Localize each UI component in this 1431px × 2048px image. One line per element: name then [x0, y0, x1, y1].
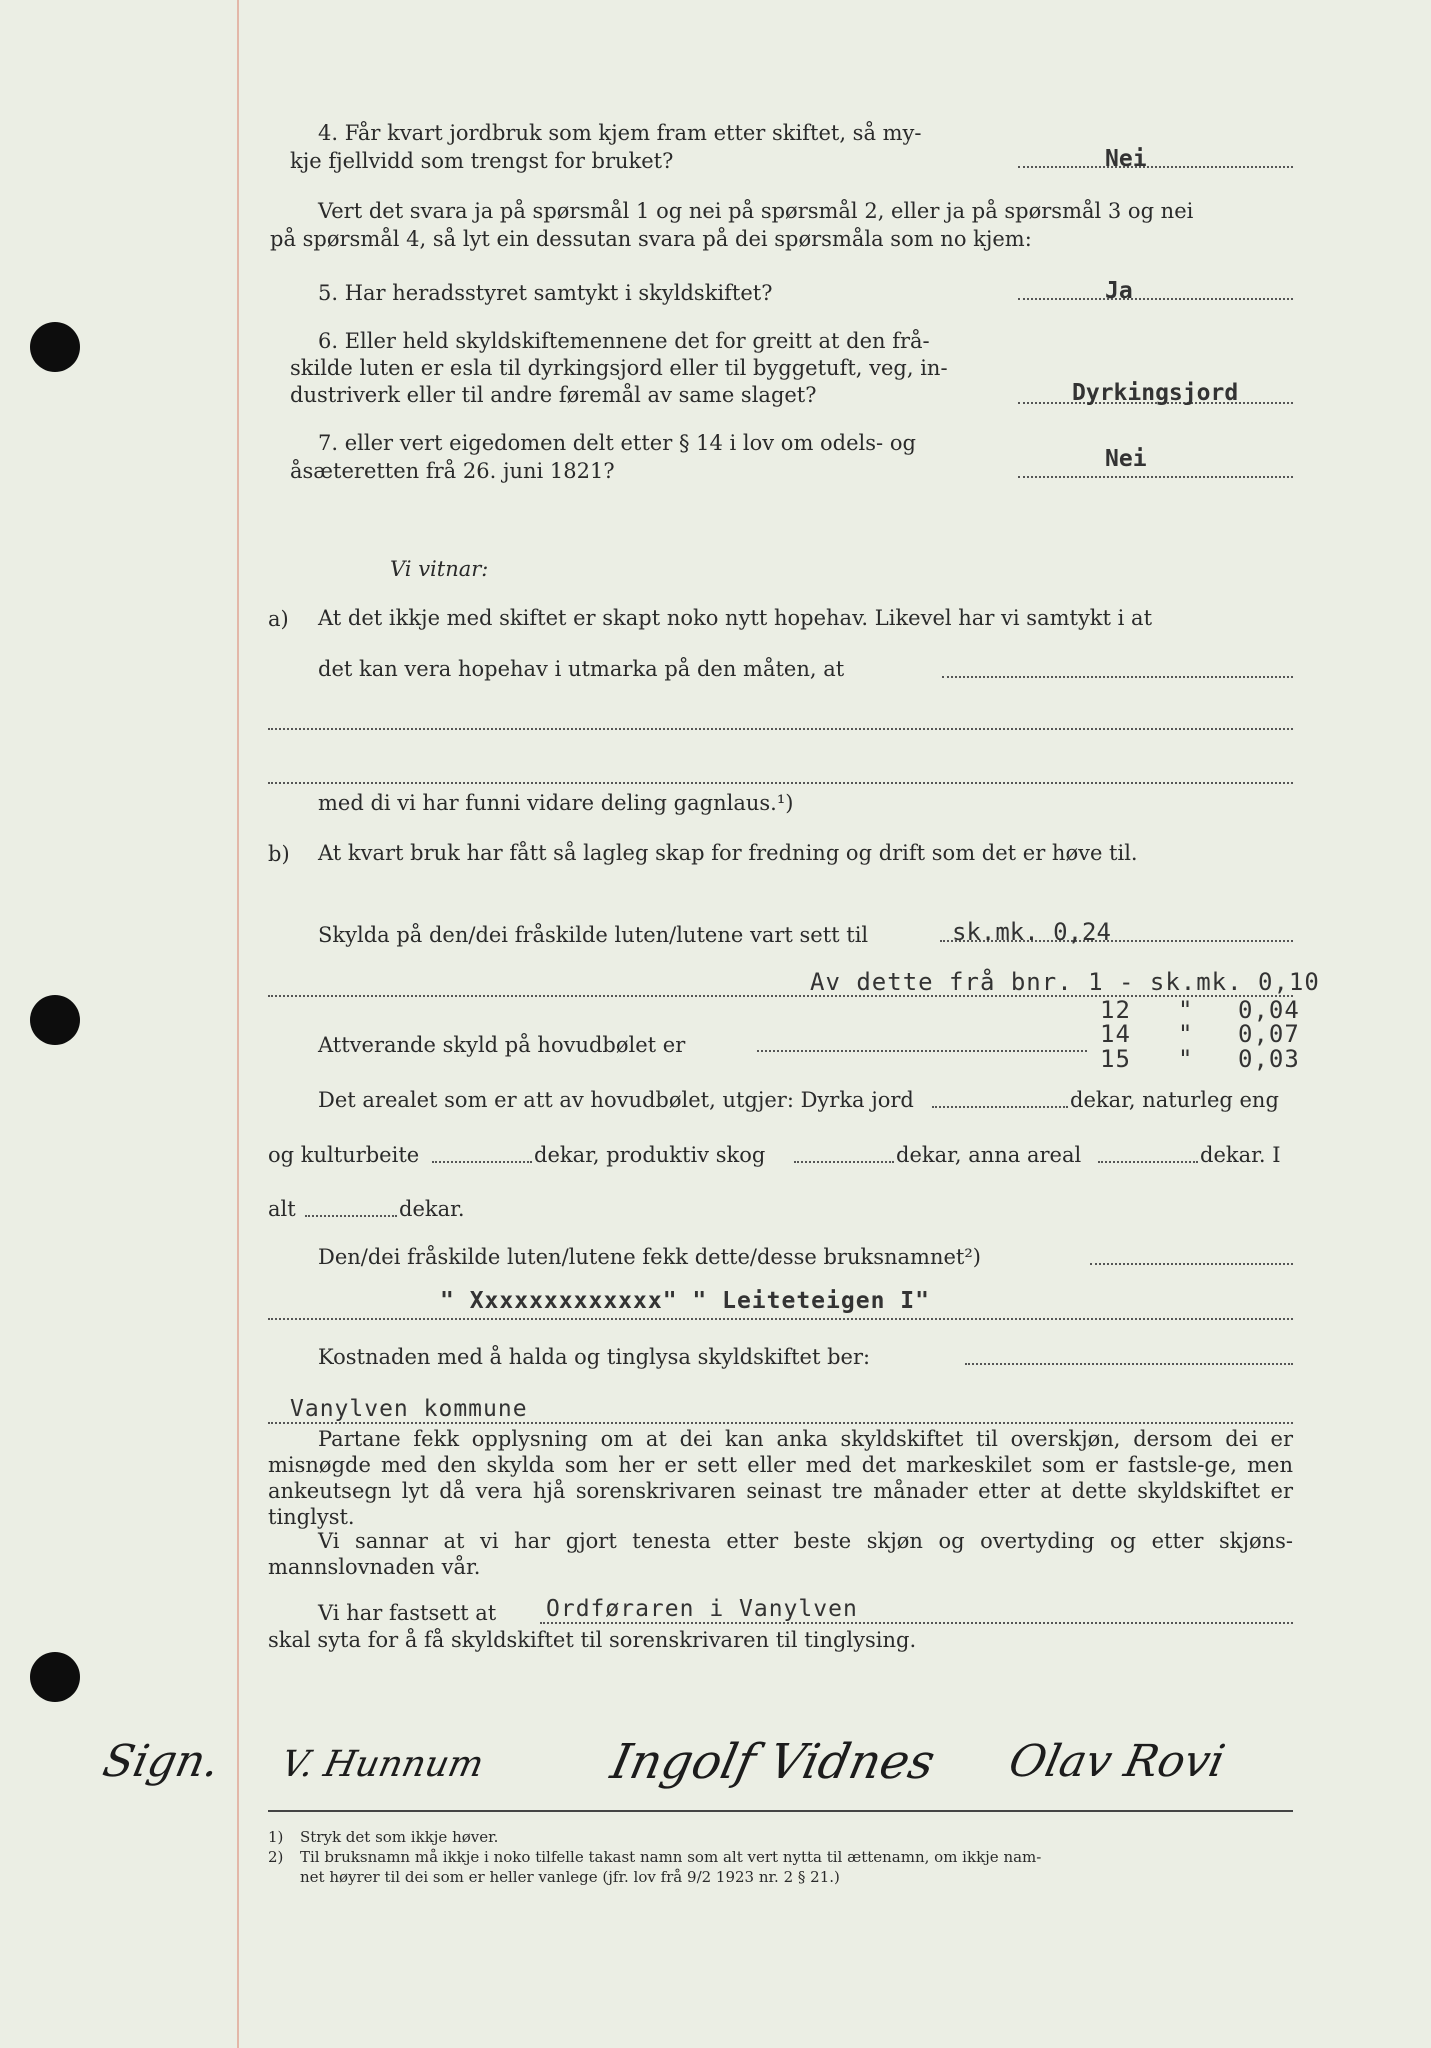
q6-line3: dustriverk eller til andre føremål av same slaget?	[290, 383, 817, 407]
intro-line2: på spørsmål 4, så lyt ein dessutan svara på dei spørsmåla som no kjem:	[270, 227, 1032, 251]
intro-line1: Vert det svara ja på spørsmål 1 og nei på spørsmål 2, eller ja på spørsmål 3 og nei	[318, 199, 1194, 223]
witness-b-line: At kvart bruk har fått så lagleg skap for fredning og drift som det er høve til.	[318, 841, 1138, 865]
q6-line2: skilde luten er esla til dyrkingsjord eller til byggetuft, veg, in-	[290, 356, 948, 380]
punch-hole	[30, 995, 80, 1045]
blank-line	[942, 676, 1293, 678]
areal-line2b: dekar, produktiv skog	[534, 1143, 766, 1167]
breakdown-value: 0,07	[1238, 1020, 1300, 1048]
punch-hole	[30, 322, 80, 372]
areal-line1b: dekar, naturleg eng	[1070, 1088, 1279, 1112]
areal-line2d: dekar. I	[1200, 1143, 1281, 1167]
skyld-remaining: Attverande skyld på hovudbølet er	[318, 1033, 686, 1057]
q7-line2: åsæteretten frå 26. juni 1821?	[290, 459, 615, 483]
q4-line2: kje fjellvidd som trengst for bruket?	[290, 149, 674, 173]
breakdown-ditto: "	[1178, 1045, 1194, 1073]
breakdown-bnr: 14	[1100, 1020, 1131, 1048]
witness-a-line3: med di vi har funni vidare deling gagnlaus.¹)	[318, 791, 794, 815]
bruksnamn-line: Den/dei fråskilde luten/lutene fekk dette/desse bruksnamnet²)	[318, 1245, 981, 1269]
breakdown-bnr: 12	[1100, 996, 1131, 1024]
skyld-breakdown-header: Av dette frå bnr. 1 - sk.mk. 0,10	[810, 968, 1320, 996]
blank-line	[268, 1318, 1293, 1320]
witness-a-line2: det kan vera hopehav i utmarka på den måten, at	[318, 657, 845, 681]
blank-line	[1098, 1161, 1198, 1163]
bruksnamn-value: " Xxxxxxxxxxxxx" " Leiteteigen I"	[440, 1288, 930, 1314]
skyld-value: sk.mk. 0,24	[952, 918, 1111, 946]
blank-line	[794, 1161, 894, 1163]
signature: Ingolf Vidnes	[606, 1734, 940, 1790]
blank-line	[268, 728, 1293, 730]
areal-line2a: og kulturbeite	[268, 1143, 420, 1167]
q5-text: 5. Har heradsstyret samtykt i skyldskiftet?	[318, 281, 773, 305]
q5-answer: Ja	[1105, 278, 1133, 304]
answer-line	[757, 1050, 1087, 1052]
margin-line	[237, 0, 239, 2048]
blank-line	[932, 1106, 1068, 1108]
footnote-text: Til bruksnamn må ikkje i noko tilfelle takast namn som alt vert nytta til ættenamn, om ikkje nam-	[300, 1848, 1042, 1866]
closing-p3a: Vi har fastsett at	[318, 1601, 497, 1625]
q4-line1: 4. Får kvart jordbruk som kjem fram etter skiftet, så my-	[318, 121, 922, 145]
areal-line3a: alt	[268, 1197, 296, 1221]
q7-answer: Nei	[1105, 446, 1147, 472]
punch-hole	[30, 1652, 80, 1702]
q6-answer: Dyrkingsjord	[1072, 380, 1239, 406]
q7-line1: 7. eller vert eigedomen delt etter § 14 i lov om odels- og	[318, 431, 916, 455]
signature-line	[268, 1810, 1293, 1812]
answer-line	[1018, 476, 1293, 478]
blank-line	[268, 1422, 1293, 1424]
q4-answer: Nei	[1105, 146, 1147, 172]
breakdown-ditto: "	[1178, 996, 1194, 1024]
answer-line	[1018, 298, 1293, 300]
footnote-num: 1)	[268, 1828, 284, 1846]
witness-a-line1: At det ikkje med skiftet er skapt noko nytt hopehav. Likevel har vi samtykt i at	[318, 606, 1153, 630]
breakdown-value: 0,03	[1238, 1045, 1300, 1073]
footnote-text: Stryk det som ikkje høver.	[300, 1828, 499, 1846]
areal-line2c: dekar, anna areal	[896, 1143, 1082, 1167]
breakdown-bnr: 15	[1100, 1045, 1131, 1073]
closing-p3-value: Ordføraren i Vanylven	[546, 1596, 858, 1622]
witness-a-label: a)	[268, 607, 289, 631]
closing-paragraph-1: Partane fekk opplysning om at dei kan anka skyldskiftet til overskjøn, dersom dei er misnøgde med den skylda som her er sett eller med det markeskilet som er fastsle-ge, men ankeutsegn lyt då vera hjå sorenskrivaren seinast tre månader etter at dette skyldskiftet er tinglyst.	[268, 1427, 1293, 1529]
blank-line	[540, 1622, 1293, 1624]
closing-p3b: skal syta for å få skyldskiftet til sorenskrivaren til tinglysing.	[268, 1628, 917, 1652]
blank-line	[305, 1215, 397, 1217]
signature: Olav Rovi	[1004, 1736, 1230, 1787]
blank-line	[268, 782, 1293, 784]
blank-line	[965, 1363, 1293, 1365]
blank-line	[1090, 1263, 1293, 1265]
footnote-text: net høyrer til dei som er heller vanlege (jfr. lov frå 9/2 1923 nr. 2 § 21.)	[300, 1868, 840, 1886]
signature-prefix: Sign.	[98, 1736, 225, 1787]
breakdown-ditto: "	[1178, 1020, 1194, 1048]
witness-b-label: b)	[268, 842, 290, 866]
breakdown-value: 0,04	[1238, 996, 1300, 1024]
areal-line1a: Det arealet som er att av hovudbølet, utgjer: Dyrka jord	[318, 1088, 914, 1112]
signature: V. Hunnum	[277, 1744, 488, 1785]
areal-line3b: dekar.	[399, 1197, 465, 1221]
kostnad-line: Kostnaden med å halda og tinglysa skyldskiftet ber:	[318, 1345, 871, 1369]
q6-line1: 6. Eller held skyldskiftemennene det for greitt at den frå-	[318, 329, 930, 353]
blank-line	[432, 1161, 532, 1163]
witness-heading: Vi vitnar:	[390, 557, 489, 581]
closing-paragraph-2: Vi sannar at vi har gjort tenesta etter beste skjøn og overtyding og etter skjøns-mannslovnaden vår.	[268, 1529, 1293, 1579]
kostnad-value: Vanylven kommune	[290, 1396, 528, 1422]
skyld-line: Skylda på den/dei fråskilde luten/lutene vart sett til	[318, 923, 869, 947]
answer-line	[1018, 166, 1293, 168]
footnote-num: 2)	[268, 1848, 284, 1866]
